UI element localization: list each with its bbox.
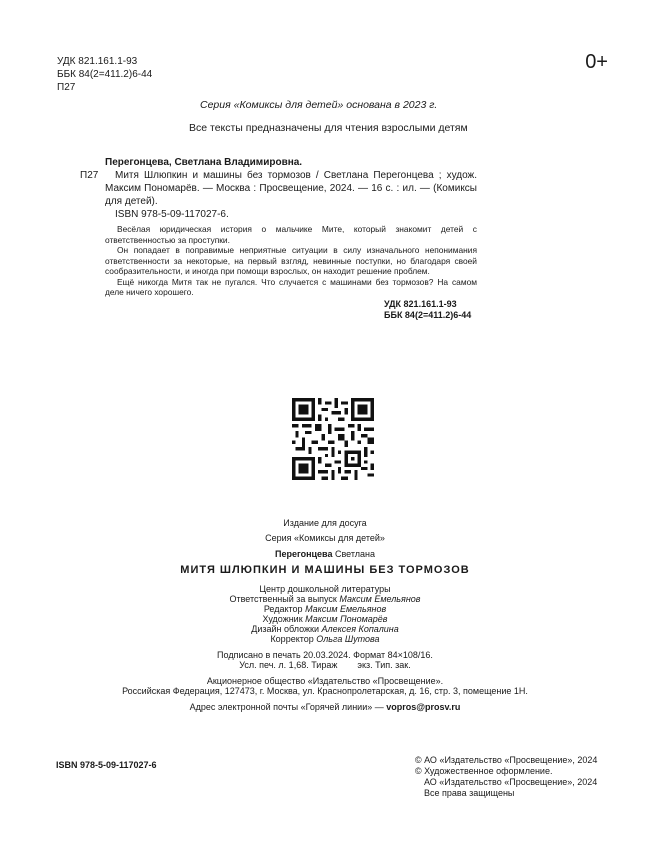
imprint-author-last: Перегонцева: [274, 549, 333, 559]
imprint-publisher: Акционерное общество «Издательство «Просвещение».: [206, 676, 444, 686]
edition-type: Издание для досуга: [283, 518, 367, 528]
annotation-paragraph: Весёлая юридическая история о мальчике Мите, который знакомит детей с ответственностью за проступки.: [105, 224, 477, 245]
catalog-card: [80, 156, 477, 298]
card-author-mark: П27: [80, 170, 99, 181]
udk-code: УДК 821.161.1-93: [57, 56, 138, 67]
card-bbk: ББК 84(2=411.2)6-44: [384, 310, 472, 320]
adult-note: Все тексты предназначены для чтения взрослыми детям: [189, 122, 468, 134]
email-label: Адрес электронной почты «Горячей линии» —: [189, 702, 384, 712]
annotation-paragraph: Он попадает в поправимые неприятные ситуации в силу изначального непонимания ответственности за некоторые, на первый взгляд, невинные поступки, но благодаря своей сообразительности, и иногда при помощи взрослых, он находит решение проблем.: [105, 245, 477, 276]
imprint-sheets: Усл. печ. л. 1,68. Тираж экз. Тип. зак.: [239, 660, 411, 670]
imprint-series: Серия «Комиксы для детей»: [265, 533, 385, 543]
imprint-address: Российская Федерация, 127473, г. Москва, ул. Краснопролетарская, д. 16, стр. 3, помещение 1Н.: [122, 686, 528, 696]
card-udk: УДК 821.161.1-93: [384, 299, 457, 309]
imprint-author-first: Светлана: [334, 549, 376, 559]
editor-label: Редактор: [263, 604, 303, 614]
proof-label: Корректор: [270, 634, 314, 644]
card-description: Митя Шлюпкин и машины без тормозов / Светлана Перегонцева ; худож. Максим Пономарёв. — Москва : Просвещение, 2024. — 16 с. : ил. — (Комиксы для детей).: [105, 170, 477, 207]
editor-name: Максим Емельянов: [305, 604, 387, 614]
imprint-proofreader: [0, 634, 650, 645]
copyright-line: Все права защищены: [424, 788, 515, 798]
classification-block: [57, 55, 152, 94]
copyright-block: [415, 755, 597, 799]
copyright-line: © Художественное оформление.: [415, 766, 553, 776]
series-note: Серия «Комиксы для детей» основана в 2023 г.: [200, 99, 438, 111]
card-author: Перегонцева, Светлана Владимировна.: [105, 157, 303, 168]
artist-name: Максим Пономарёв: [305, 614, 388, 624]
bbk-code: ББК 84(2=411.2)6-44: [57, 69, 153, 80]
copyright-line: © АО «Издательство «Просвещение», 2024: [415, 755, 598, 765]
footer-isbn: ISBN 978-5-09-117027-6: [56, 760, 157, 770]
qr-code: [292, 398, 374, 480]
annotation-paragraph: Ещё никогда Митя так не пугался. Что случается с машинами без тормозов? На самом деле ничего хорошего.: [105, 276, 477, 297]
card-annotation: [105, 224, 477, 298]
cover-name: Алексея Копалина: [321, 624, 399, 634]
responsible-label: Ответственный за выпуск: [229, 594, 337, 604]
copyright-line: АО «Издательство «Просвещение», 2024: [424, 777, 598, 787]
imprint-center: Центр дошкольной литературы: [259, 584, 391, 594]
imprint-author: [0, 549, 650, 560]
artist-label: Художник: [262, 614, 303, 624]
card-classification: [384, 299, 471, 321]
email-address[interactable]: vopros@prosv.ru: [386, 702, 461, 712]
book-title: МИТЯ ШЛЮПКИН И МАШИНЫ БЕЗ ТОРМОЗОВ: [180, 564, 470, 576]
cover-label: Дизайн обложки: [251, 624, 319, 634]
imprint-email-line: [0, 702, 650, 713]
imprint-signed: Подписано в печать 20.03.2024. Формат 84×108/16.: [217, 650, 433, 660]
responsible-name: Максим Емельянов: [339, 594, 421, 604]
card-isbn: ISBN 978-5-09-117027-6.: [115, 209, 229, 220]
age-rating: 0+: [585, 51, 608, 73]
proof-name: Ольга Шутова: [316, 634, 380, 644]
author-mark: П27: [57, 82, 76, 93]
